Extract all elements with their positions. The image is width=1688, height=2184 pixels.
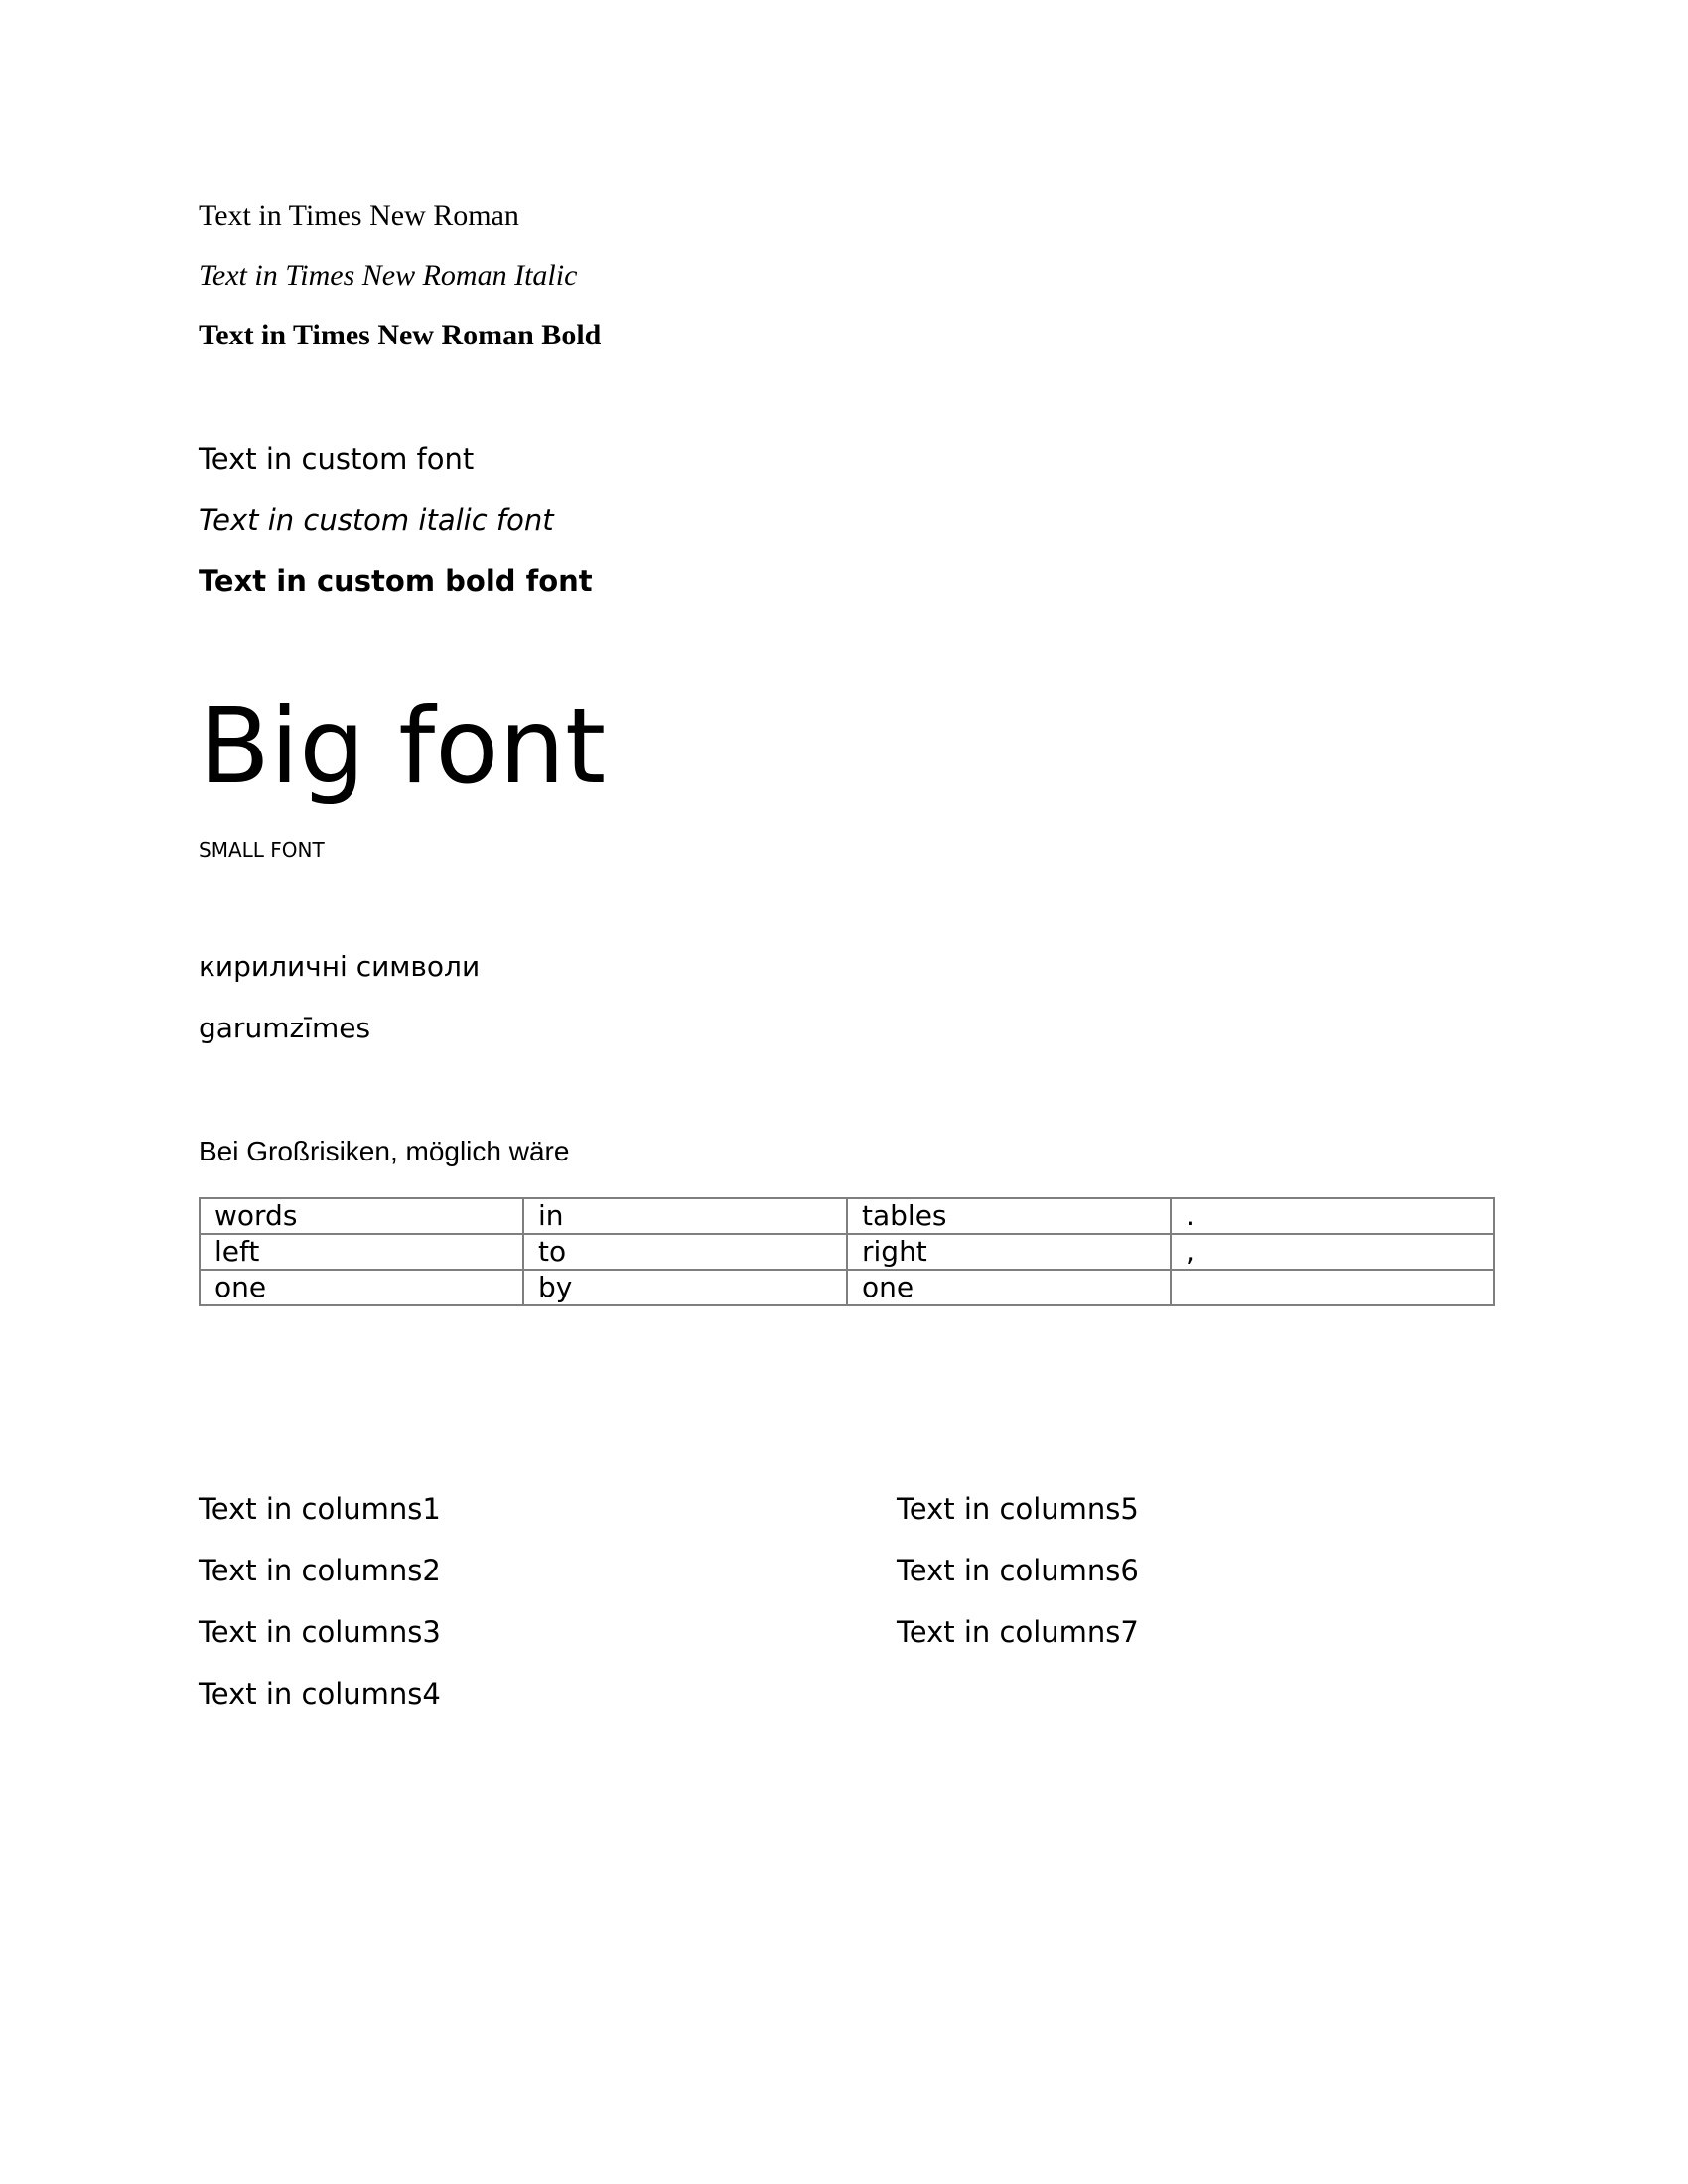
small-font-line: SMALL FONT: [199, 838, 325, 862]
column-item: Text in columns6: [897, 1554, 1139, 1587]
table-row: [200, 1198, 1494, 1234]
words-table: [199, 1197, 1495, 1306]
table-cell: right: [847, 1234, 1171, 1270]
table-cell: [1171, 1270, 1494, 1305]
table-cell: by: [523, 1270, 847, 1305]
column-item: Text in columns2: [199, 1554, 441, 1587]
column-item: Text in columns3: [199, 1615, 441, 1649]
times-regular-line: Text in Times New Roman: [199, 200, 519, 232]
times-italic-line: Text in Times New Roman Italic: [199, 259, 578, 292]
custom-bold-line: Text in custom bold font: [199, 564, 593, 598]
column-item: Text in columns7: [897, 1615, 1139, 1649]
table-cell: in: [523, 1198, 847, 1234]
table-cell: one: [847, 1270, 1171, 1305]
table-row: [200, 1234, 1494, 1270]
table-cell: to: [523, 1234, 847, 1270]
latvian-line: garumzīmes: [199, 1012, 371, 1044]
custom-regular-line: Text in custom font: [199, 442, 475, 476]
column-item: Text in columns1: [199, 1492, 441, 1526]
column-item: Text in columns5: [897, 1492, 1139, 1526]
german-line: Bei Großrisiken, möglich wäre: [199, 1136, 570, 1166]
right-column: [897, 1494, 1139, 1679]
table-row: [200, 1270, 1494, 1305]
times-bold-line: Text in Times New Roman Bold: [199, 319, 602, 351]
column-item: Text in columns4: [199, 1677, 441, 1710]
cyrillic-line: кириличні символи: [199, 950, 481, 983]
table-cell: tables: [847, 1198, 1171, 1234]
table-cell: words: [200, 1198, 523, 1234]
big-font-line: Big font: [199, 686, 607, 807]
left-column: [199, 1494, 441, 1740]
table-cell: ,: [1171, 1234, 1494, 1270]
table-cell: one: [200, 1270, 523, 1305]
custom-italic-line: Text in custom italic font: [199, 503, 554, 537]
table-cell: .: [1171, 1198, 1494, 1234]
table-cell: left: [200, 1234, 523, 1270]
